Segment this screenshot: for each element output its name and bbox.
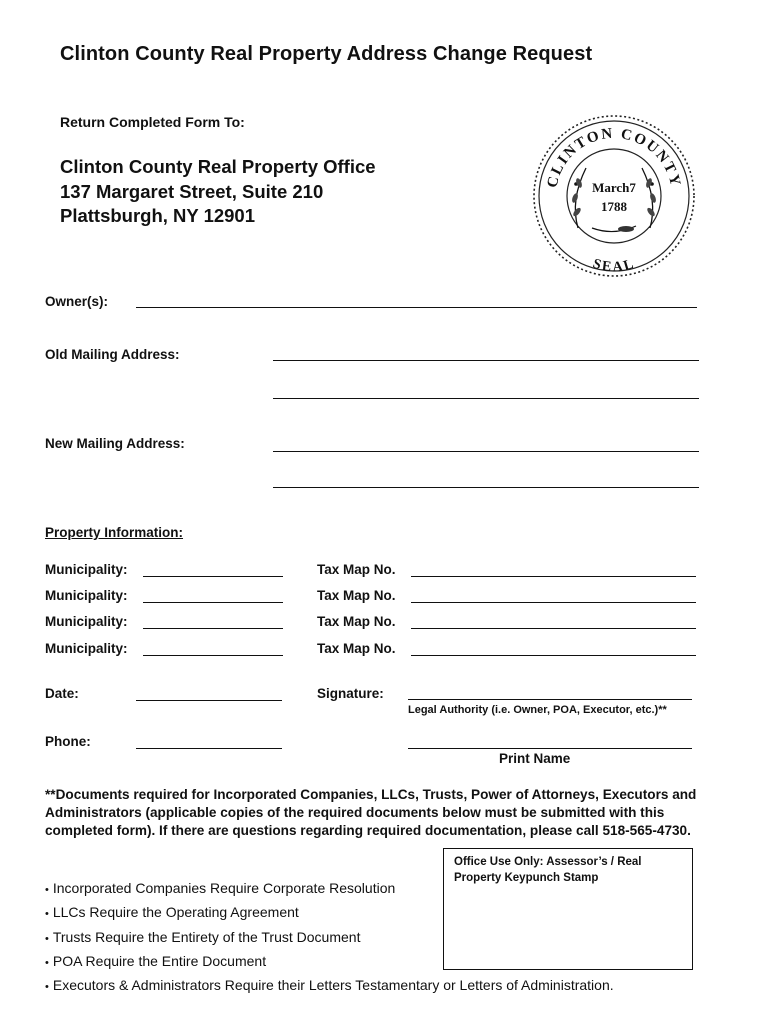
county-seal <box>522 110 706 282</box>
municipality-label-4: Municipality: <box>45 641 128 656</box>
property-info-heading: Property Information: <box>45 525 184 540</box>
office-use-box <box>443 848 693 970</box>
seal-date: March7 <box>592 180 636 195</box>
print-name-line[interactable] <box>408 748 692 749</box>
page-title: Clinton County Real Property Address Change Request <box>60 43 593 65</box>
signature-label: Signature: <box>317 686 384 701</box>
old-address-line-2[interactable] <box>273 398 699 399</box>
office-use-label: Office Use Only: Assessor’s / Real Property Keypunch Stamp <box>454 856 642 884</box>
municipality-line-2[interactable] <box>143 602 283 603</box>
municipality-line-1[interactable] <box>143 576 283 577</box>
office-city: Plattsburgh, NY 12901 <box>60 205 256 226</box>
municipality-line-3[interactable] <box>143 628 283 629</box>
office-street: 137 Margaret Street, Suite 210 <box>60 180 324 202</box>
owners-input-line[interactable] <box>136 307 697 308</box>
taxmap-line-2[interactable] <box>411 602 696 603</box>
signature-line[interactable] <box>408 699 692 700</box>
county-seal-graphic <box>522 110 706 282</box>
taxmap-line-4[interactable] <box>411 655 696 656</box>
list-item: • LLCs Require the Operating Agreement <box>45 901 614 925</box>
date-line[interactable] <box>136 700 282 701</box>
owners-label: Owner(s): <box>45 294 109 309</box>
municipality-line-4[interactable] <box>143 655 283 656</box>
taxmap-label-2: Tax Map No. <box>317 588 396 603</box>
date-label: Date: <box>45 686 79 701</box>
legal-authority-caption: Legal Authority (i.e. Owner, POA, Executor, etc.)** <box>408 704 667 716</box>
phone-line[interactable] <box>136 748 282 749</box>
seal-top-text: CLINTON COUNTY <box>544 125 684 190</box>
new-address-line-2[interactable] <box>273 487 699 488</box>
documents-note: **Documents required for Incorporated Companies, LLCs, Trusts, Power of Attorneys, Executors and Administrators (applicable copies of the required documents below must be submitted with this completed form). If there are questions regarding required documentation, please call 518-565-4730. <box>45 787 697 839</box>
return-label: Return Completed Form To: <box>60 114 245 130</box>
seal-bottom-text: SEAL <box>590 256 638 276</box>
list-item: • Trusts Require the Entirety of the Trust Document <box>45 926 614 950</box>
taxmap-label-3: Tax Map No. <box>317 614 396 629</box>
office-address <box>60 155 376 229</box>
new-address-line-1[interactable] <box>273 451 699 452</box>
list-item: • Executors & Administrators Require their Letters Testamentary or Letters of Administration. <box>45 974 614 998</box>
taxmap-line-1[interactable] <box>411 576 696 577</box>
phone-label: Phone: <box>45 734 91 749</box>
list-item: • POA Require the Entire Document <box>45 950 614 974</box>
seal-year: 1788 <box>601 199 627 214</box>
taxmap-line-3[interactable] <box>411 628 696 629</box>
old-address-label: Old Mailing Address: <box>45 347 180 362</box>
office-name: Clinton County Real Property Office <box>60 156 376 177</box>
new-address-label: New Mailing Address: <box>45 436 185 451</box>
municipality-label-3: Municipality: <box>45 614 128 629</box>
svg-text:SEAL <box>591 256 637 275</box>
municipality-label-2: Municipality: <box>45 588 128 603</box>
old-address-line-1[interactable] <box>273 360 699 361</box>
list-item: • Incorporated Companies Require Corporate Resolution <box>45 877 614 901</box>
taxmap-label-1: Tax Map No. <box>317 562 396 577</box>
municipality-label-1: Municipality: <box>45 562 128 577</box>
taxmap-label-4: Tax Map No. <box>317 641 396 656</box>
print-name-caption: Print Name <box>499 751 571 766</box>
